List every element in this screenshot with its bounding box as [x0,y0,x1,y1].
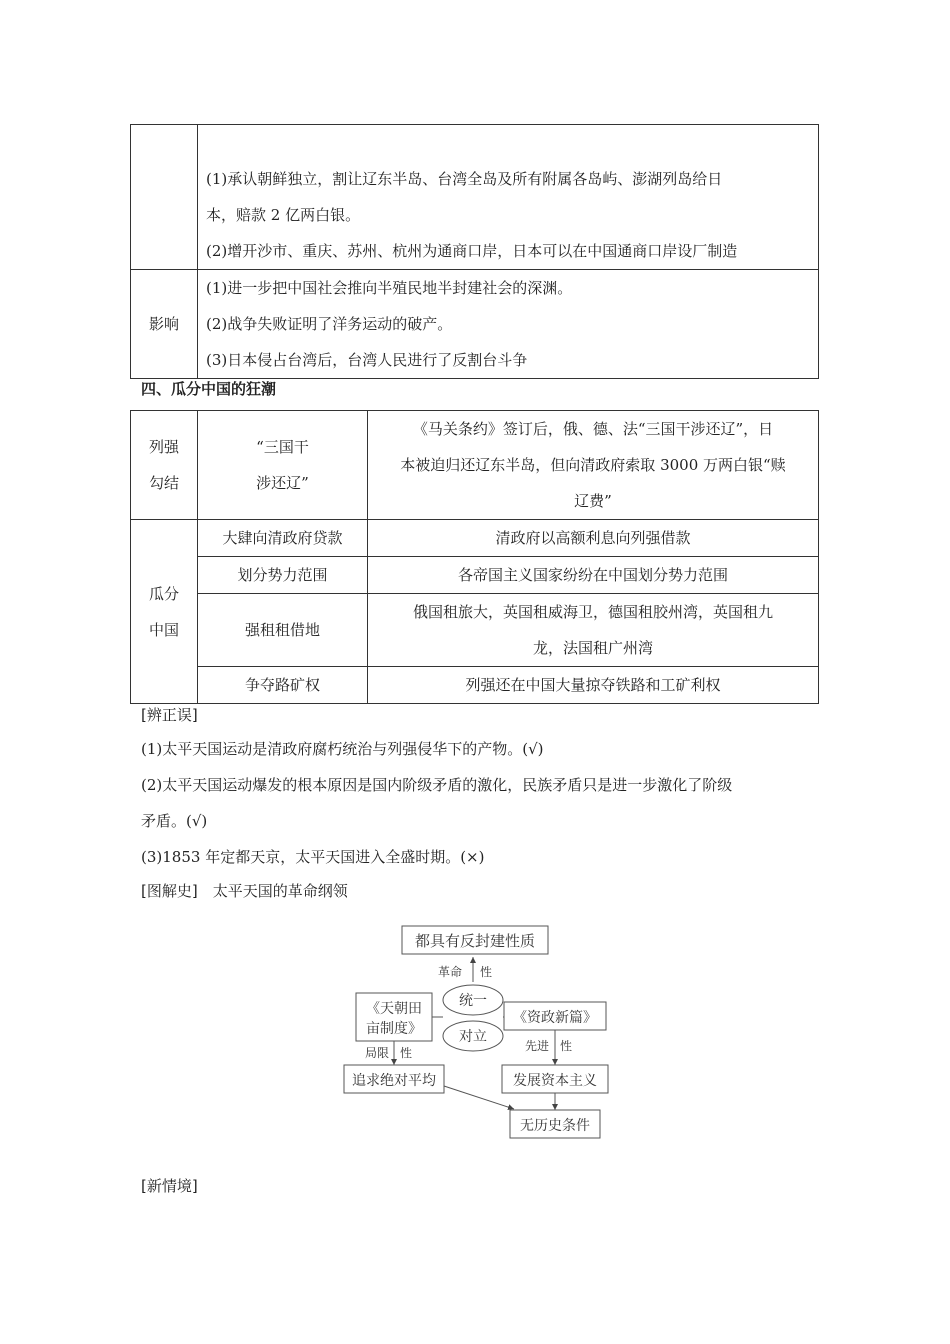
item-line: 涉还辽” [256,474,309,492]
item-cell: 大肆向清政府贷款 [198,520,368,557]
item-cell: 划分势力范围 [198,557,368,594]
impact-label: 影响 [131,270,198,379]
table-row [131,594,819,667]
section-heading: [辨正误] [141,706,198,724]
label-line: 列强 [148,438,179,456]
label-line: 中国 [148,620,179,639]
table-row [131,411,819,520]
table-row [131,125,819,270]
impact-line: (1)进一步把中国社会推向半殖民地半封建社会的深渊。 [206,279,573,297]
item-cell [198,411,368,520]
treaty-table [130,124,819,379]
program-diagram [330,920,620,1150]
arrow-to-bottom [444,1086,514,1109]
section-heading: [图解史] 太平天国的革命纲领 [141,882,348,900]
group-label [131,520,198,704]
label-advanced: 先进 [524,1039,550,1053]
label-line: 勾结 [148,474,179,492]
desc-cell: 各帝国主义国家纷纷在中国划分势力范围 [368,557,819,594]
item-line: “三国干 [256,438,309,456]
table-row [131,557,819,594]
table-row [131,270,819,379]
box-right-text: 《资政新篇》 [513,1010,597,1026]
content-line: 本，赔款 2 亿两白银。 [206,206,361,224]
box-left-text: 亩制度》 [366,1021,422,1037]
label-revolution: 革命 [437,965,463,979]
desc-line: 本被迫归还辽东半岛，但向清政府索取 3000 万两白银“赎 [400,456,786,474]
table-cell-empty [131,125,198,270]
desc-line: 辽费” [574,492,612,510]
desc-cell: 清政府以高额利息向列强借款 [368,520,819,557]
label-limitation: 局限 [364,1046,390,1060]
opposition-text: 对立 [459,1029,487,1045]
desc-cell [368,411,819,520]
box-top-text: 都具有反封建性质 [414,932,536,950]
label-xing2: 性 [400,1046,413,1060]
desc-line: 俄国租旅大，英国租威海卫，德国租胶州湾，英国租九 [412,603,773,621]
label-xing1: 性 [480,965,493,979]
table-row [131,520,819,557]
desc-line: 龙，法国租广州湾 [532,639,653,657]
right-result-text: 发展资本主义 [513,1073,597,1089]
section-heading: 四、瓜分中国的狂潮 [141,380,277,398]
item-cell: 争夺路矿权 [198,667,368,704]
impact-line: (2)战争失败证明了洋务运动的破产。 [206,315,453,333]
content-line: (1)承认朝鲜独立，割让辽东半岛、台湾全岛及所有附属各岛屿、澎湖列岛给日 [206,170,723,188]
unity-text: 统一 [459,993,487,1009]
desc-cell: 列强还在中国大量掠夺铁路和工矿利权 [368,667,819,704]
item-cell: 强租租借地 [198,594,368,667]
judgment-item: 矛盾。(√) [141,812,208,830]
left-result-text: 追求绝对平均 [352,1073,436,1089]
box-left-text: 《天朝田 [366,1001,422,1017]
table-row [131,667,819,704]
impact-line: (3)日本侵占台湾后，台湾人民进行了反割台斗争 [206,351,528,369]
partition-table [130,410,819,704]
label-xing3: 性 [560,1039,573,1053]
desc-cell [368,594,819,667]
content-cell [198,125,819,270]
judgment-list [141,731,821,875]
section-heading: [新情境] [141,1177,198,1195]
desc-line: 《马关条约》签订后，俄、德、法“三国干涉还辽”，日 [412,420,774,438]
content-line: (2)增开沙市、重庆、苏州、杭州为通商口岸，日本可以在中国通商口岸设厂制造 [206,242,738,260]
group-label [131,411,198,520]
judgment-item: (2)太平天国运动爆发的根本原因是国内阶级矛盾的激化，民族矛盾只是进一步激化了阶级 [141,776,733,794]
impact-cell [198,270,819,379]
judgment-item: (1)太平天国运动是清政府腐朽统治与列强侵华下的产物。(√) [141,740,544,758]
judgment-item: (3)1853 年定都天京，太平天国进入全盛时期。(×) [141,848,485,866]
box-bottom-text: 无历史条件 [520,1118,590,1134]
label-line: 瓜分 [148,584,179,603]
